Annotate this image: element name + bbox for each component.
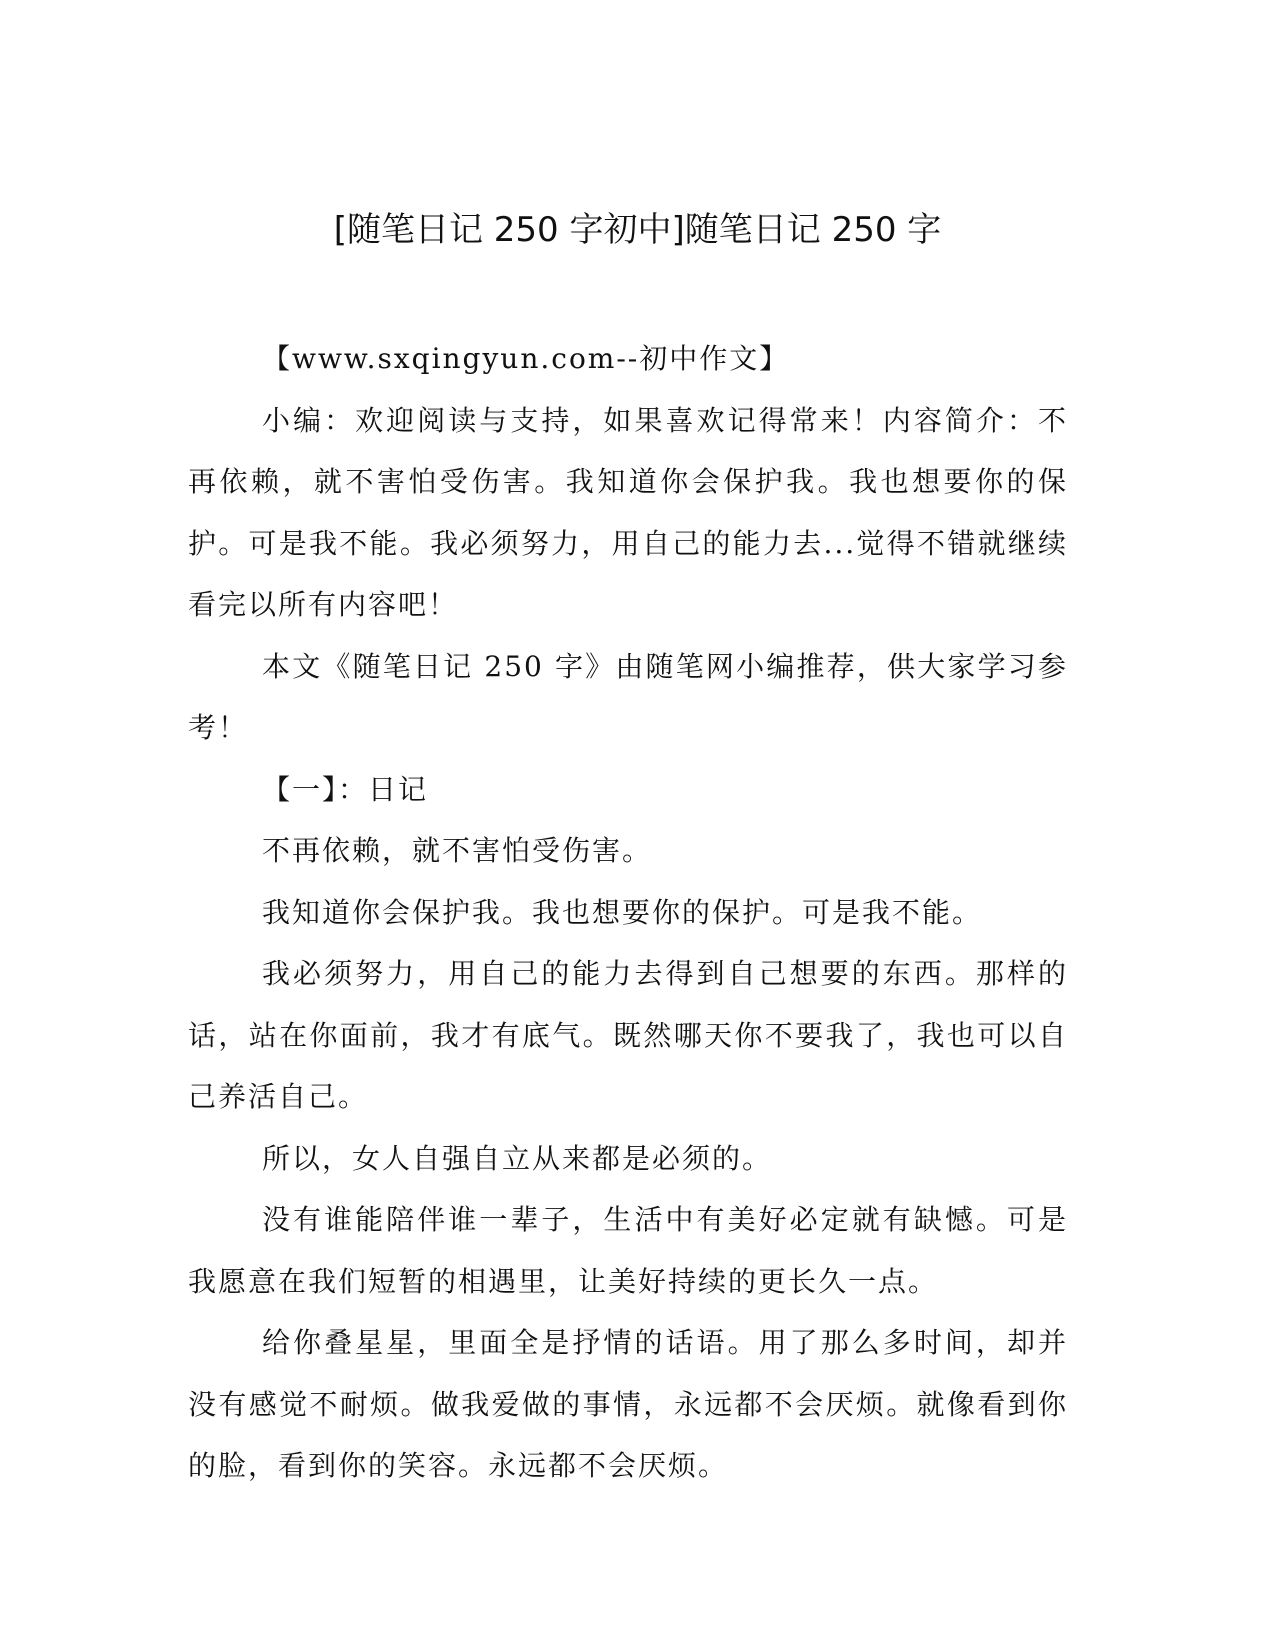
body-paragraph: 给你叠星星，里面全是抒情的话语。用了那么多时间，却并没有感觉不耐烦。做我爱做的事情，永远都不会厌烦。就像看到你的脸，看到你的笑容。永远都不会厌烦。 (188, 1326, 1068, 1482)
body-paragraph: 我知道你会保护我。我也想要你的保护。可是我不能。 (262, 895, 983, 929)
source-line: 【www.sxqingyun.com--初中作文】 (262, 342, 790, 375)
document-title: [随笔日记 250 字初中]随笔日记 250 字 (333, 210, 942, 250)
editor-intro-paragraph: 小编：欢迎阅读与支持，如果喜欢记得常来！内容简介：不再依赖，就不害怕受伤害。我知道你会保护我。我也想要你的保护。可是我不能。我必须努力，用自己的能力去...觉得不错就继续看完以所有内容吧！ (188, 403, 1068, 621)
section-heading: 【一】：日记 (262, 772, 429, 806)
body-paragraph: 我必须努力，用自己的能力去得到自己想要的东西。那样的话，站在你面前，我才有底气。既然哪天你不要我了，我也可以自己养活自己。 (188, 957, 1068, 1113)
body-paragraph: 没有谁能陪伴谁一辈子，生活中有美好必定就有缺憾。可是我愿意在我们短暂的相遇里，让美好持续的更长久一点。 (188, 1203, 1068, 1298)
recommendation-paragraph: 本文《随笔日记 250 字》由随笔网小编推荐，供大家学习参考！ (188, 649, 1068, 744)
body-paragraph: 所以，女人自强自立从来都是必须的。 (262, 1141, 773, 1175)
body-paragraph: 不再依赖，就不害怕受伤害。 (262, 834, 653, 867)
document-body (188, 328, 1068, 1497)
